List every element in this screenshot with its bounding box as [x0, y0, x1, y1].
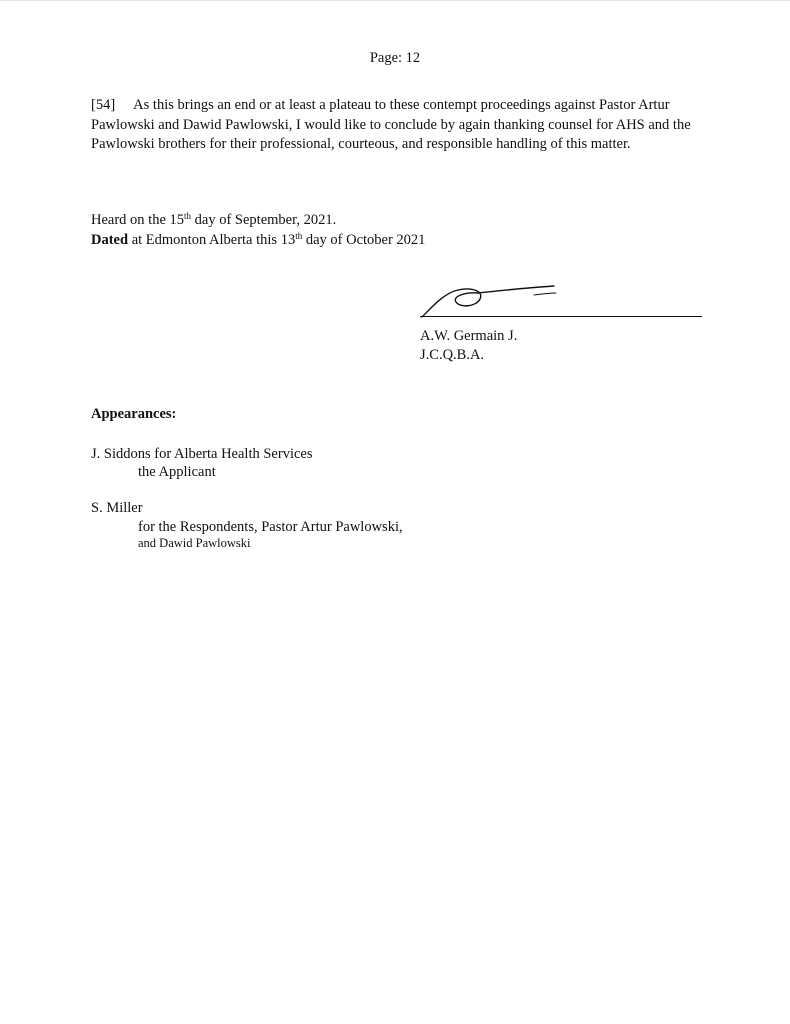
judgment-paragraph — [91, 96, 703, 155]
applicant-counsel: J. Siddons for Alberta Health Services — [91, 446, 313, 462]
appearances-heading: Appearances: — [91, 406, 177, 422]
paragraph-text: As this brings an end or at least a plateau to these contempt proceedings against Pastor Artur Pawlowski and Dawid Pawlowski, I would like to conclude by again thanking counsel for AHS and the Pawlowski brothers for their professional, courteous, and responsible handling of this matter. — [91, 97, 691, 152]
heard-prefix: Heard on the 15 — [91, 212, 185, 228]
heard-date-line — [91, 211, 336, 231]
dated-suffix: day of October 2021 — [302, 232, 426, 248]
signature-flourish — [534, 293, 556, 295]
respondent-party-line2: and Dawid Pawlowski — [138, 536, 251, 550]
judge-name: A.W. Germain J. — [420, 328, 518, 344]
page-number: Page: 12 — [369, 50, 421, 66]
respondent-counsel: S. Miller — [91, 500, 143, 516]
respondent-party-line1: for the Respondents, Pastor Artur Pawlowski, — [138, 519, 403, 535]
dated-line — [91, 231, 425, 251]
dated-ordinal: th — [295, 231, 303, 241]
judge-title: J.C.Q.B.A. — [420, 347, 485, 363]
applicant-party: the Applicant — [138, 464, 216, 480]
dated-prefix: at Edmonton Alberta this 13 — [128, 232, 296, 248]
paragraph-number: [54] — [91, 97, 116, 113]
signature-line — [420, 316, 702, 317]
heard-suffix: day of September, 2021. — [191, 212, 337, 228]
dated-label: Dated — [91, 232, 129, 248]
handwritten-signature — [418, 277, 578, 321]
signature-stroke — [422, 286, 554, 317]
heard-ordinal: th — [184, 211, 192, 221]
